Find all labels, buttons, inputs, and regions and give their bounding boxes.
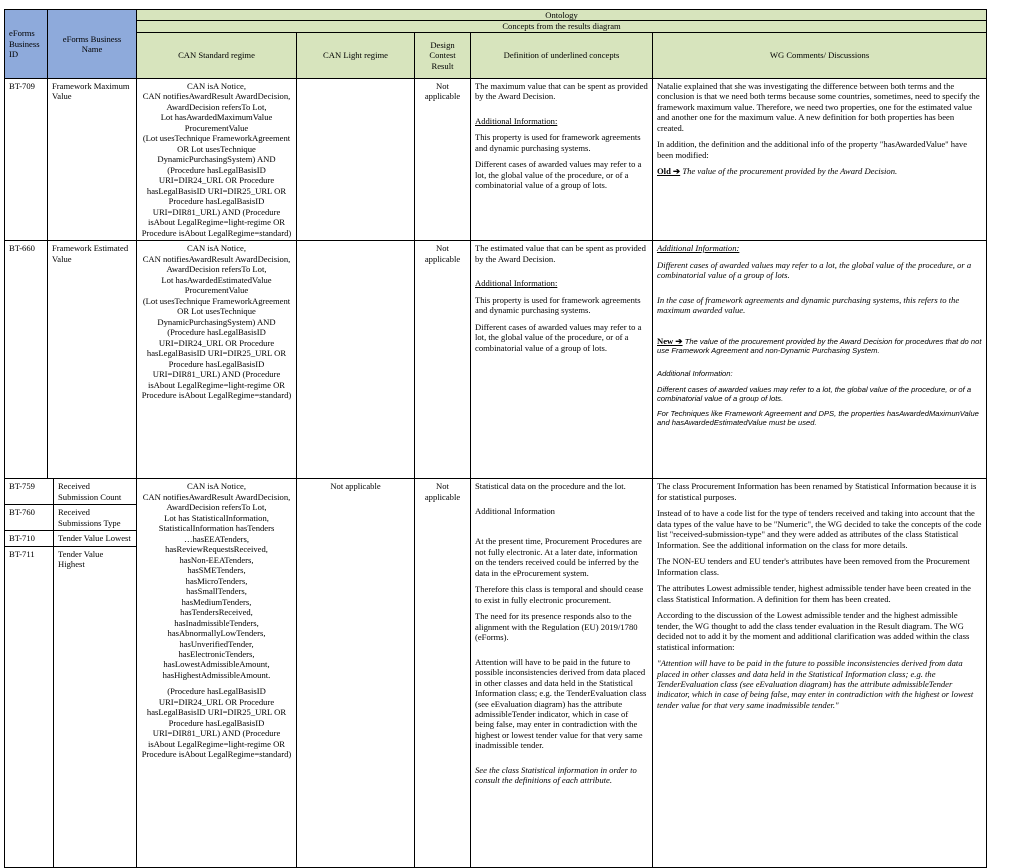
list-item [5, 505, 136, 531]
bt-name: Received Submissions Type [58, 507, 121, 528]
eforms-name-header: eForms Business Name [48, 10, 137, 79]
new-label: New ➔ [657, 335, 683, 346]
standard-text: (Procedure hasLegalBasisID URI=DIR24_URL OR Procedure hasLegalBasisID URI=DIR25_URL OR Procedure hasLegalBasisID URI=DIR81_URL) AND (Procedure isAbout LegalRegime=light-regime OR Procedure isAbout LegalRegime=standard) [141, 686, 292, 760]
new-text: The value of the procurement provided by the Award Decision for procedures that do not use Framework Agreement and non-Dynamic Purchasing System. [657, 336, 982, 356]
additional-info-text: This property is used for framework agreements and dynamic purchasing systems. [475, 294, 641, 316]
eforms-id-header: eForms Business ID [5, 10, 48, 79]
can-standard-header: CAN Standard regime [137, 32, 297, 78]
definition-text: Statistical data on the procedure and the lot. [475, 481, 626, 492]
header-row-columns [5, 32, 987, 78]
table-row-statistics [5, 479, 987, 867]
wg-comment-new [657, 336, 982, 356]
header-row-ontology [5, 10, 987, 21]
bt-id: BT-709 [5, 78, 48, 240]
ontology-header: Ontology [137, 10, 987, 21]
standard-text: CAN isA Notice, CAN notifiesAwardResult AwardDecision, AwardDecision refersTo Lot, Lot has StatisticalInformation, StatisticalInformation hasTenders …hasEEATenders, hasReviewRequestsReceived, hasNon-EEATenders, hasSMETenders, hasMicroTenders, hasSmallTenders, hasMediumTenders, hasTendersReceived, hasInadmissibleTenders, hasAbnormallyLowTenders, hasUnverifiedTender, hasElectronicTenders, hasLowestAdmissibleAmount, hasHighestAdmissibleAmount. [142, 481, 291, 680]
definition-text: Therefore this class is temporal and should cease to exist in fully electronic procurement. [475, 584, 644, 605]
wg-comment: Different cases of awarded values may refer to a lot, the global value of the procedure, or a combinatorial value of a group of lots. [657, 259, 972, 281]
definition-text: Attention will have to be paid in the future to possible inconsistencies derived from data placed in other classes and data held in the Statistical Information class; e.g. the TenderEvaluation class (see eEvaluation diagram) has the attribute admissibleTender indicator, which in case of being false, may enter in contradiction with the highest or lowest tender value for that very same inadmissible tender. [475, 656, 647, 751]
additional-info-text: This property is used for framework agreements and dynamic purchasing systems. [475, 132, 641, 153]
bt-id: BT-710 [5, 531, 54, 545]
table-row-bt709 [5, 78, 987, 240]
definition-header: Definition of underlined concepts [471, 32, 653, 78]
definition-text: See the class Statistical information in order to consult the definitions of each attribute. [475, 764, 637, 786]
definition-cell [471, 241, 653, 479]
bt-list-cell [5, 479, 137, 867]
bt-id: BT-660 [5, 241, 48, 479]
bt-name: Framework Estimated Value [48, 241, 137, 479]
can-standard-cell [137, 479, 297, 867]
wg-comment-old [657, 166, 982, 176]
table-row-bt660 [5, 241, 987, 479]
bt-name: Tender Value Highest [58, 548, 104, 570]
concepts-header: Concepts from the results diagram [137, 21, 987, 32]
bt-id: BT-711 [5, 547, 54, 867]
wg-additional-label: Additional Information: [657, 369, 733, 379]
additional-info-text: Different cases of awarded values may refer to a lot, the global value of the procedure, or of a combinatorial value of a group of lots. [475, 321, 642, 353]
additional-info-text: Different cases of awarded values may refer to a lot, the global value of the procedure, or of a combinatorial value of a group of lots. [475, 159, 642, 191]
wg-comments-cell [653, 241, 987, 479]
wg-comment: The attributes Lowest admissible tender, highest admissible tender have been created in the class Statistical Information. A definition for them has been created. [657, 583, 971, 604]
header-row-concepts [5, 21, 987, 32]
wg-comment: Natalie explained that she was investigating the difference between both terms and the conclusion is that we need both terms because some countries, sometimes, need to specify the framework maximum value. Therefore, we need two properties, one for the estimated value and another one for the maximum value. A new definition for both properties has been created. [657, 80, 980, 133]
wg-comments-cell [653, 78, 987, 240]
bt-name: Framework Maximum Value [48, 78, 137, 240]
wg-comment: The class Procurement Information has been renamed by Statistical Information because it is for statistical purposes. [657, 481, 977, 502]
wg-comment: The NON-EU tenders and EU tender's attributes have been removed from the Procurement Information class. [657, 556, 970, 577]
definition-text: At the present time, Procurement Procedures are not fully electronic. At a later date, information on the tenders received could be inferred by the data in the eProcurement system. [475, 536, 642, 578]
definition-text: The need for its presence responds also to the alignment with the Regulation (EU) 2019/1780 (eForms). [475, 611, 638, 643]
wg-comments-header: WG Comments/ Discussions [653, 32, 987, 78]
bt-id: BT-760 [5, 505, 54, 530]
bt-name: Tender Value Lowest [58, 533, 131, 544]
wg-comment: Instead of to have a code list for the type of tenders received and taking into account that the data types of the value have to be "Numeric", the WG decided to take the concepts of the code list "received-submission-type" and they were added as attributes of the class Statistical Information. See the additional information on the class for more details. [657, 508, 982, 550]
list-item [5, 479, 136, 505]
definition-text: The maximum value that can be spent as provided by the Award Decision. [475, 80, 648, 102]
wg-comment: Different cases of awarded values may refer to a lot, the global value of the procedure, or of a combinatorial value of a group of lots. [657, 384, 972, 403]
can-standard-cell: CAN isA Notice, CAN notifiesAwardResult AwardDecision, AwardDecision refersTo Lot, Lot hasAwardedMaximumValue ProcurementValue (Lot usesTechnique FrameworkAgreement OR Lot usesTechnique DynamicPurchasingSystem) AND (Procedure hasLegalBasisID URI=DIR24_URL OR Procedure hasLegalBasisID URI=DIR25_URL OR Procedure hasLegalBasisID URI=DIR81_URL) AND (Procedure isAbout LegalRegime=light-regime OR Procedure isAbout LegalRegime=standard) [137, 78, 297, 240]
bt-name: Received Submission Count [58, 481, 122, 502]
design-contest-cell: Not applicable [415, 241, 471, 479]
can-standard-cell: CAN isA Notice, CAN notifiesAwardResult AwardDecision, AwardDecision refersTo Lot, Lot hasAwardedEstimatedValue ProcurementValue (Lot usesTechnique FrameworkAgreement OR Lot usesTechnique DynamicPurchasingSystem) AND (Procedure hasLegalBasisID URI=DIR24_URL OR Procedure hasLegalBasisID URI=DIR25_URL OR Procedure hasLegalBasisID URI=DIR81_URL) AND (Procedure isAbout LegalRegime=light-regime OR Procedure isAbout LegalRegime=standard) [137, 241, 297, 479]
design-contest-cell: Not applicable [415, 479, 471, 867]
wg-comments-cell [653, 479, 987, 867]
list-item [5, 531, 136, 546]
design-contest-cell: Not applicable [415, 78, 471, 240]
wg-comment: According to the discussion of the Lowest admissible tender and the highest admissible tender, the WG thought to add the class tender evaluation in the Result diagram. The WG decided not to add it by the moment and additional clarification was added within the class statistical information: [657, 610, 970, 652]
can-light-cell: Not applicable [297, 479, 415, 867]
additional-info-label: Additional Information [475, 505, 555, 516]
old-label: Old ➔ [657, 166, 681, 177]
wg-comment: For Techniques like Framework Agreement and DPS, the properties hasAwardedMaximunValue and hasAwardedEstimatedValue must be used. [657, 409, 979, 428]
design-contest-header: Design Contest Result [415, 32, 471, 78]
can-light-cell [297, 241, 415, 479]
wg-comment: "Attention will have to be paid in the future to possible inconsistencies derived from data placed in other classes and data held in the Statistical Information class; e.g. the TenderEvaluation class (see eEvaluation diagram) has the attribute admissibleTender indicator, which in case of being false, may enter in contradiction with the highest or lowest tender value for that very same inadmissible tender." [657, 658, 974, 710]
wg-comment: In addition, the definition and the additional info of the property "hasAwardedValue" have been modified: [657, 139, 968, 160]
definition-text: The estimated value that can be spent as provided by the Award Decision. [475, 243, 646, 264]
ontology-table [4, 9, 987, 868]
list-item [5, 547, 136, 867]
can-light-cell [297, 78, 415, 240]
additional-info-label: Additional Information: [475, 278, 558, 289]
wg-additional-label: Additional Information: [657, 243, 740, 254]
can-light-header: CAN Light regime [297, 32, 415, 78]
definition-cell [471, 479, 653, 867]
additional-info-label: Additional Information: [475, 115, 558, 126]
old-text: The value of the procurement provided by the Award Decision. [680, 166, 898, 177]
wg-comment: In the case of framework agreements and dynamic purchasing systems, this refers to the maximum awarded value. [657, 294, 960, 316]
bt-id: BT-759 [5, 479, 54, 504]
definition-cell [471, 78, 653, 240]
